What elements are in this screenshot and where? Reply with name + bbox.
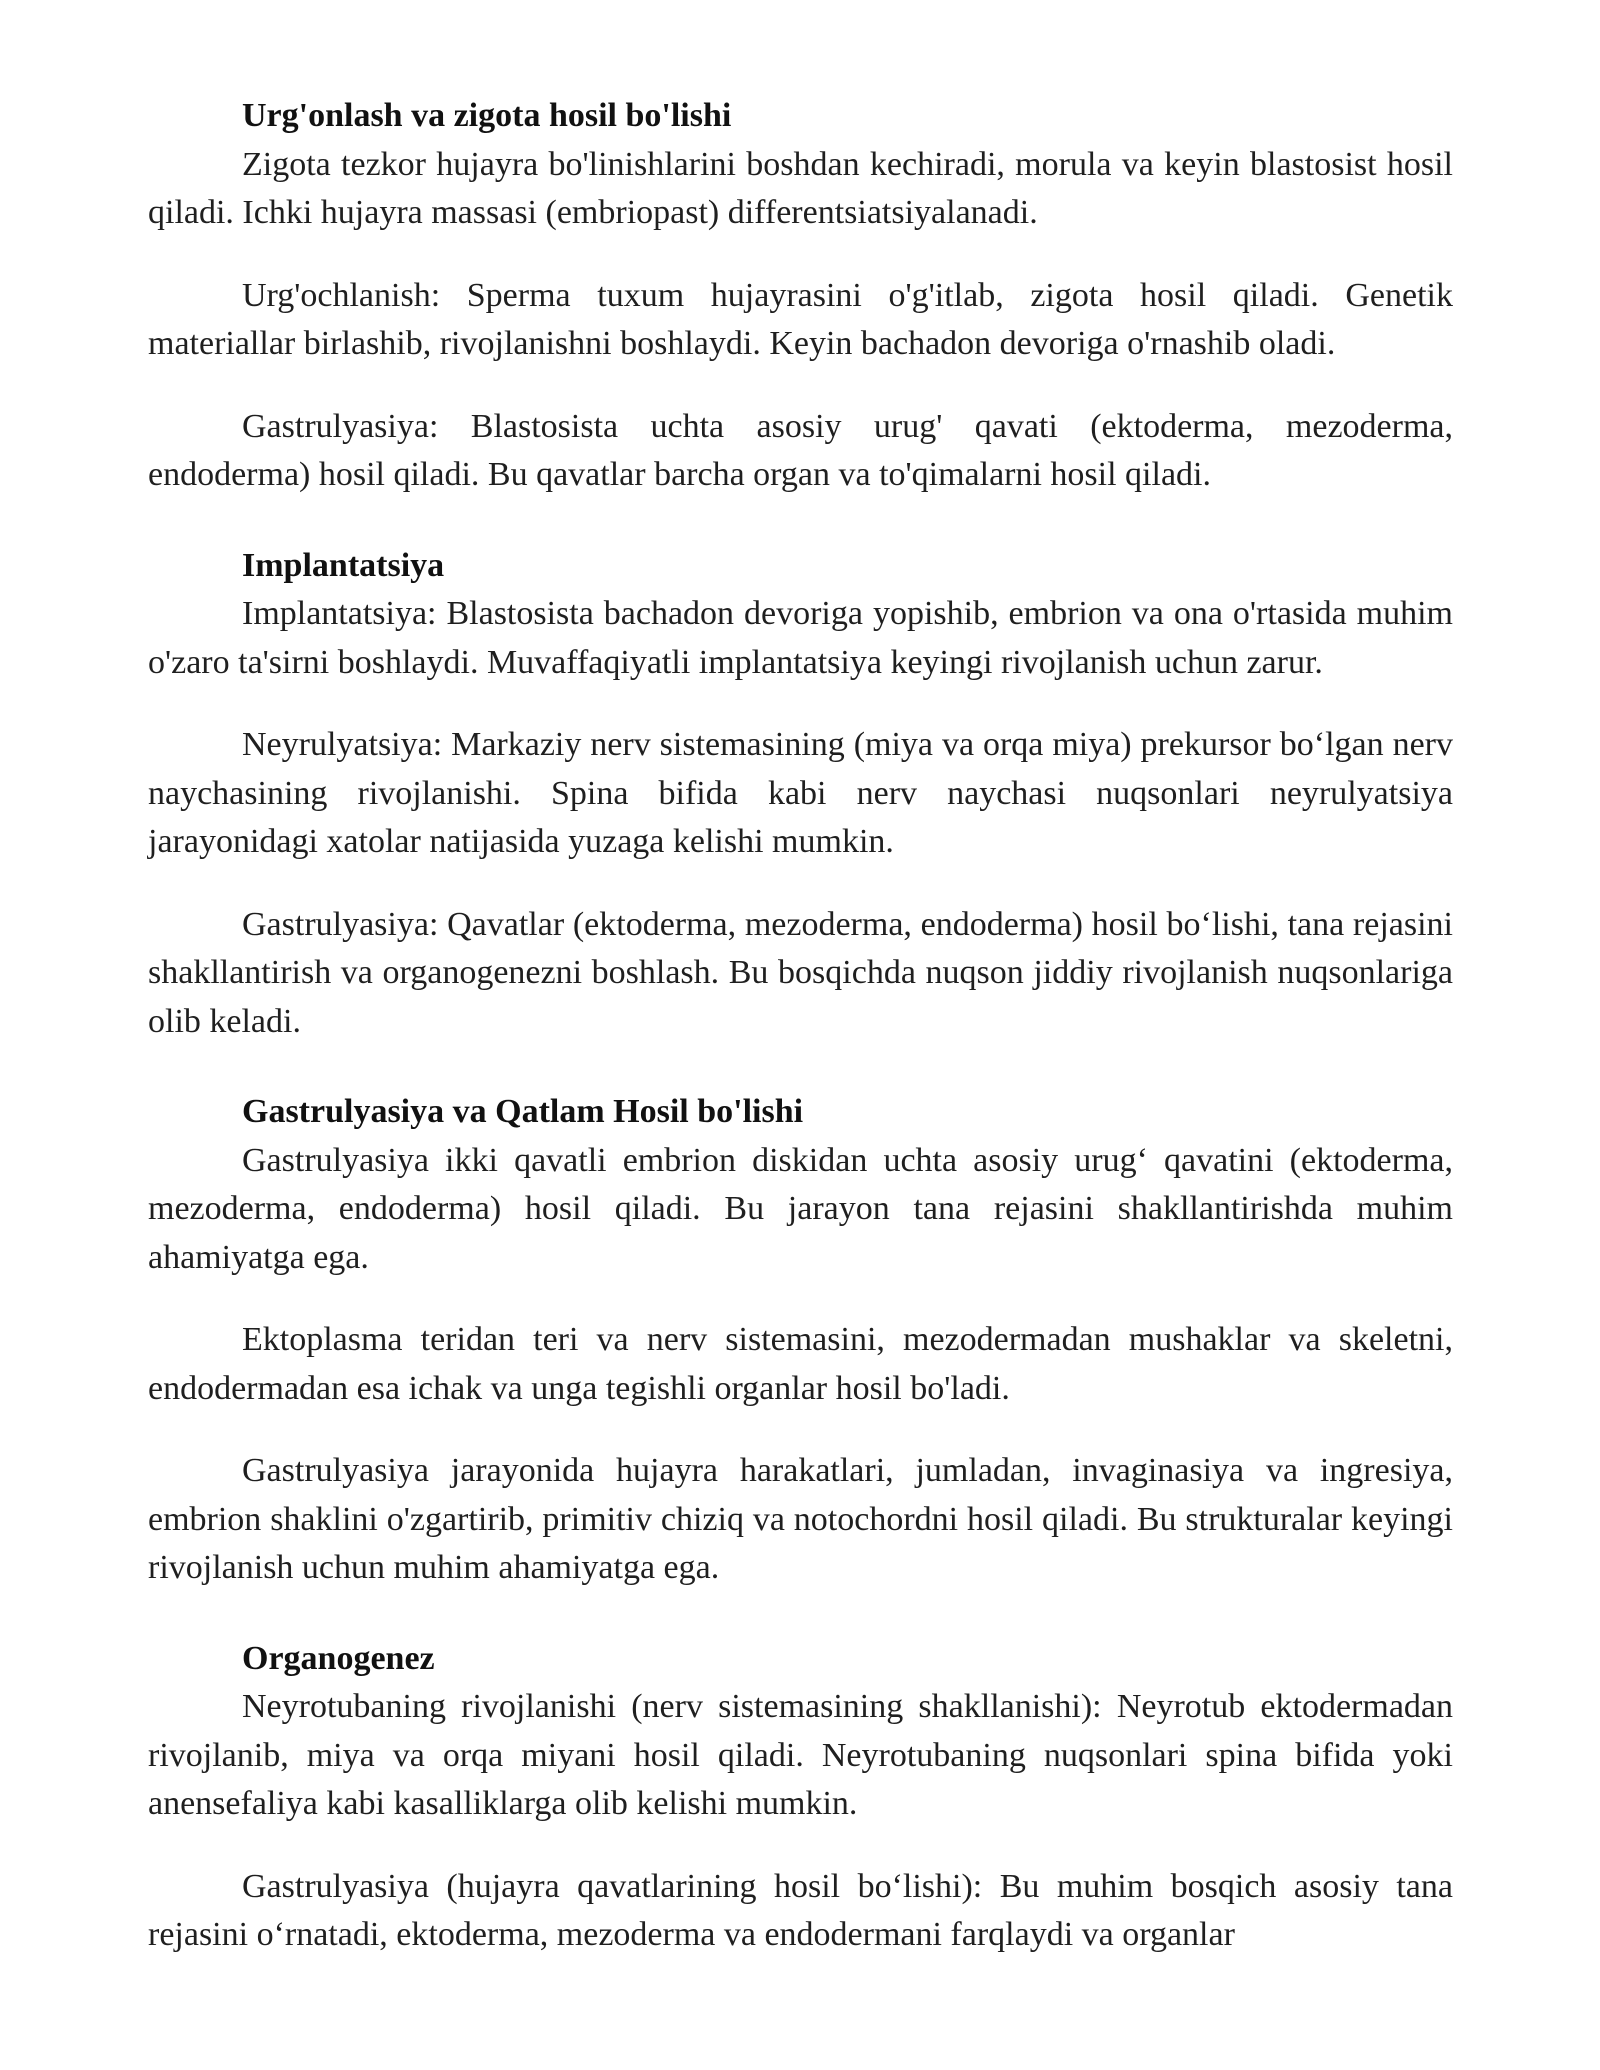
section-heading: Urg'onlash va zigota hosil bo'lishi [242, 97, 732, 134]
section-heading: Gastrulyasiya va Qatlam Hosil bo'lishi [242, 1093, 804, 1130]
paragraph: Neyrulyatsiya: Markaziy nerv sistemasining (miya va orqa miya) prekursor bo‘lgan nerv naychasining rivojlanishi. Spina bifida kabi nerv naychasi nuqsonlari neyrulyatsiya jarayonidagi xatolar natijasida yuzaga kelishi mumkin. [148, 726, 1453, 860]
paragraph: Implantatsiya: Blastosista bachadon devoriga yopishib, embrion va ona o'rtasida muhim o'zaro ta'sirni boshlaydi. Muvaffaqiyatli implantatsiya keyingi rivojlanish uchun zarur. [148, 595, 1453, 681]
paragraph: Gastrulyasiya jarayonida hujayra harakatlari, jumladan, invaginasiya va ingresiya, embrion shaklini o'zgartirib, primitiv chiziq va notochordni hosil qiladi. Bu strukturalar keyingi rivojlanish uchun muhim ahamiyatga ega. [148, 1452, 1453, 1586]
paragraph: Gastrulyasiya: Qavatlar (ektoderma, mezoderma, endoderma) hosil bo‘lishi, tana rejasini shakllantirish va organogenezni boshlash. Bu bosqichda nuqson jiddiy rivojlanish nuqsonlariga olib keladi. [148, 905, 1453, 1040]
paragraph: Gastrulyasiya: Blastosista uchta asosiy urug' qavati (ektoderma, mezoderma, endoderma) hosil qiladi. Bu qavatlar barcha organ va to'qimalarni hosil qiladi. [148, 407, 1453, 493]
paragraph: Gastrulyasiya (hujayra qavatlarining hosil bo‘lishi): Bu muhim bosqich asosiy tana rejasini o‘rnatadi, ektoderma, mezoderma va endodermani farqlaydi va organlar [148, 1867, 1453, 1953]
document-page [148, 92, 1453, 1960]
section-heading: Implantatsiya [242, 546, 445, 584]
paragraph: Ektoplasma teridan teri va nerv sistemasini, mezodermadan mushaklar va skeletni, endodermadan esa ichak va unga tegishli organlar hosil bo'ladi. [148, 1321, 1453, 1407]
section-heading: Organogenez [242, 1639, 435, 1677]
paragraph: Neyrotubaning rivojlanishi (nerv sistemasining shakllanishi): Neyrotub ektodermadan rivojlanib, miya va orqa miyani hosil qiladi. Neyrotubaning nuqsonlari spina bifida yoki anensefaliya kabi kasalliklarga olib kelishi mumkin. [148, 1688, 1453, 1822]
paragraph: Zigota tezkor hujayra bo'linishlarini boshdan kechiradi, morula va keyin blastosist hosil qiladi. Ichki hujayra massasi (embriopast) differentsiatsiyalanadi. [148, 145, 1453, 231]
paragraph: Gastrulyasiya ikki qavatli embrion diskidan uchta asosiy urug‘ qavatini (ektoderma, mezoderma, endoderma) hosil qiladi. Bu jarayon tana rejasini shakllantirishda muhim ahamiyatga ega. [148, 1141, 1453, 1276]
paragraph: Urg'ochlanish: Sperma tuxum hujayrasini o'g'itlab, zigota hosil qiladi. Genetik materiallar birlashib, rivojlanishni boshlaydi. Keyin bachadon devoriga o'rnashib oladi. [148, 276, 1453, 362]
